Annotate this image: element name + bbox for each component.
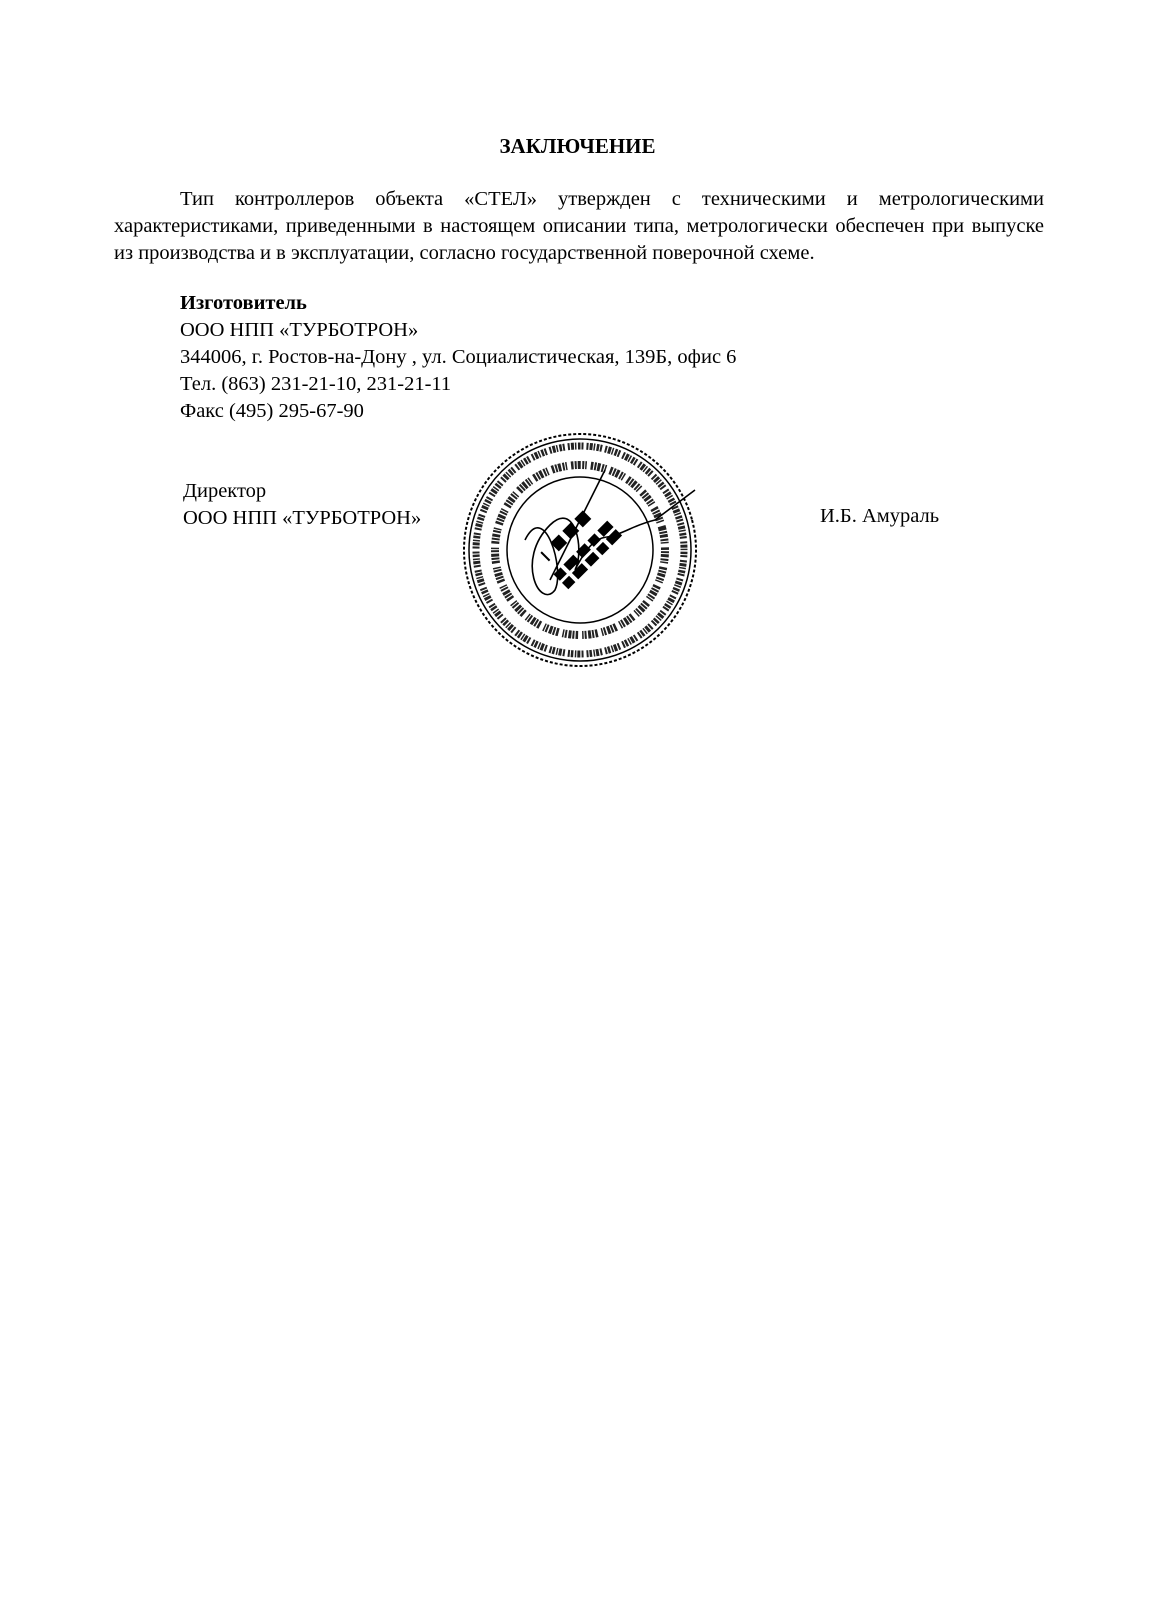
manufacturer-name: ООО НПП «ТУРБОТРОН» [180, 319, 419, 341]
director-title: Директор [183, 480, 267, 502]
signature-position [183, 478, 421, 532]
manufacturer-fax: Факс (495) 295-67-90 [180, 400, 364, 422]
company-stamp [455, 430, 705, 670]
manufacturer-block [180, 290, 736, 425]
signature-scribble [525, 470, 695, 595]
conclusion-paragraph: Тип контроллеров объекта «СТЕЛ» утвержден с техническими и метрологическими характеристиками, приведенными в настоящем описании типа, метрологически обеспечен при выпуске из производства и в эксплуатации, согласно государственной поверочной схеме. [114, 188, 1044, 264]
manufacturer-address: 344006, г. Ростов-на-Дону , ул. Социалистическая, 139Б, офис 6 [180, 346, 737, 368]
document-title: ЗАКЛЮЧЕНИЕ [499, 134, 656, 158]
signer-name: И.Б. Амураль [820, 505, 940, 527]
manufacturer-phone: Тел. (863) 231-21-10, 231-21-11 [180, 373, 452, 395]
manufacturer-heading: Изготовитель [180, 292, 307, 314]
director-company: ООО НПП «ТУРБОТРОН» [183, 507, 422, 529]
